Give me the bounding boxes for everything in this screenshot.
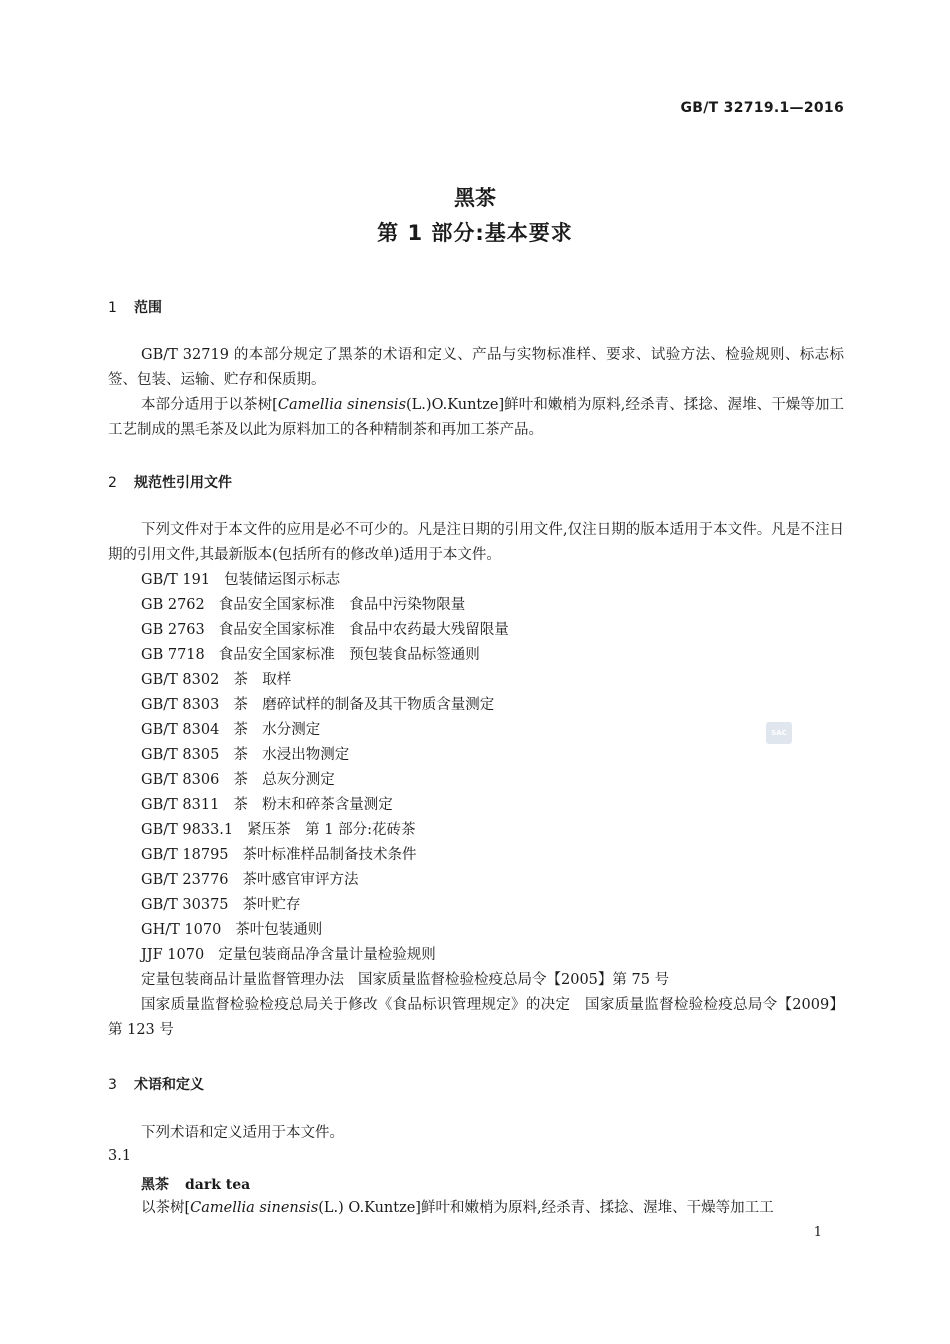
clause-number: 3.1	[108, 1148, 132, 1164]
reference-title: 紧压茶 第 1 部分:花砖茶	[247, 822, 416, 838]
reference-code: GB 2763	[141, 622, 205, 638]
reference-title: 茶 粉末和碎茶含量测定	[233, 797, 393, 813]
reference-item	[141, 643, 844, 668]
latin-name: Camellia sinensis	[190, 1200, 319, 1216]
section-2-heading	[108, 472, 232, 492]
section-title: 规范性引用文件	[134, 475, 232, 491]
reference-item	[141, 893, 844, 918]
reference-item	[141, 668, 844, 693]
reference-item	[141, 618, 844, 643]
reference-title: 茶 磨碎试样的制备及其干物质含量测定	[233, 697, 495, 713]
reference-code: GH/T 1070	[141, 922, 222, 938]
reference-code: GB/T 8304	[141, 722, 220, 738]
reference-title: 国家质量监督检验检疫总局令【2005】第 75 号	[358, 972, 670, 988]
section-1-heading	[108, 297, 162, 317]
reference-item	[141, 568, 844, 593]
reference-item	[141, 593, 844, 618]
reference-title: 食品安全国家标准 预包装食品标签通则	[218, 647, 480, 663]
reference-title: 茶 取样	[233, 672, 292, 688]
reference-code: GB/T 8306	[141, 772, 220, 788]
reference-item	[141, 968, 844, 993]
term-heading	[141, 1174, 250, 1194]
reference-item	[141, 793, 844, 818]
reference-code: GB 2762	[141, 597, 205, 613]
references-intro: 下列文件对于本文件的应用是必不可少的。凡是注日期的引用文件,仅注日期的版本适用于本文件。凡是不注日期的引用文件,其最新版本(包括所有的修改单)适用于本文件。	[108, 522, 844, 563]
reference-title: 茶叶贮存	[242, 897, 301, 913]
scope-paragraph-2	[108, 393, 844, 443]
terms-intro: 下列术语和定义适用于本文件。	[141, 1125, 344, 1141]
document-subtitle: 第 1 部分:基本要求	[377, 221, 573, 245]
text-run: 以茶树[	[141, 1200, 191, 1216]
reference-title: 茶 水浸出物测定	[233, 747, 350, 763]
reference-code: GB/T 8305	[141, 747, 220, 763]
reference-item	[141, 918, 844, 943]
reference-title: 茶 水分测定	[233, 722, 321, 738]
reference-code: 定量包装商品计量监督管理办法	[141, 972, 344, 988]
reference-title: 茶叶标准样品制备技术条件	[242, 847, 417, 863]
reference-item	[141, 718, 844, 743]
reference-title: 茶叶包装通则	[235, 922, 323, 938]
section-number: 2	[108, 475, 117, 491]
reference-code: GB/T 8303	[141, 697, 220, 713]
reference-code: GB/T 9833.1	[141, 822, 234, 838]
term-en: dark tea	[185, 1177, 251, 1193]
reference-code: GB/T 23776	[141, 872, 229, 888]
reference-item	[141, 693, 844, 718]
reference-last: 国家质量监督检验检疫总局关于修改《食品标识管理规定》的决定 国家质量监督检验检疫总局令【2009】第 123 号	[108, 997, 844, 1038]
reference-item	[141, 818, 844, 843]
latin-name: Camellia sinensis	[277, 397, 407, 413]
reference-code: GB/T 8302	[141, 672, 220, 688]
section-3-heading	[108, 1074, 204, 1094]
reference-code: GB/T 18795	[141, 847, 229, 863]
section-title: 术语和定义	[134, 1077, 204, 1093]
document-title: 黑茶	[454, 186, 496, 210]
reference-item	[141, 943, 844, 968]
text-run: 本部分适用于以茶树[	[141, 397, 278, 413]
reference-code: JJF 1070	[141, 947, 205, 963]
sac-watermark-logo: SAC	[766, 722, 792, 744]
reference-code: GB/T 30375	[141, 897, 229, 913]
reference-title: 茶 总灰分测定	[233, 772, 335, 788]
reference-title: 包装储运图示标志	[224, 572, 341, 588]
reference-title: 定量包装商品净含量计量检验规则	[218, 947, 436, 963]
reference-item	[141, 743, 844, 768]
section-number: 1	[108, 300, 117, 316]
term-definition	[108, 1196, 844, 1221]
reference-item	[141, 768, 844, 793]
scope-paragraph-1: GB/T 32719 的本部分规定了黑茶的术语和定义、产品与实物标准样、要求、试验方法、检验规则、标志标签、包装、运输、贮存和保质期。	[108, 347, 844, 388]
section-title: 范围	[134, 300, 162, 316]
section-number: 3	[108, 1077, 117, 1093]
reference-title: 食品安全国家标准 食品中污染物限量	[218, 597, 466, 613]
reference-title: 食品安全国家标准 食品中农药最大残留限量	[218, 622, 509, 638]
reference-code: GB/T 191	[141, 572, 211, 588]
reference-item	[141, 843, 844, 868]
text-run: (L.) O.Kuntze]鲜叶和嫩梢为原料,经杀青、揉捻、渥堆、干燥等加工工	[318, 1200, 774, 1216]
page-number: 1	[813, 1225, 822, 1240]
reference-code: GB/T 8311	[141, 797, 220, 813]
reference-code: GB 7718	[141, 647, 205, 663]
reference-title: 茶叶感官审评方法	[242, 872, 359, 888]
reference-item	[141, 868, 844, 893]
term-zh: 黑茶	[141, 1177, 169, 1193]
text-run: (L.)O.Kuntze]鲜叶和嫩梢为原料,经杀青、揉捻、渥堆、干燥等加工工艺制成的黑毛茶及以此为原料加工的各种精制茶和再加工茶产品。	[108, 397, 845, 438]
standard-code: GB/T 32719.1—2016	[680, 100, 844, 116]
